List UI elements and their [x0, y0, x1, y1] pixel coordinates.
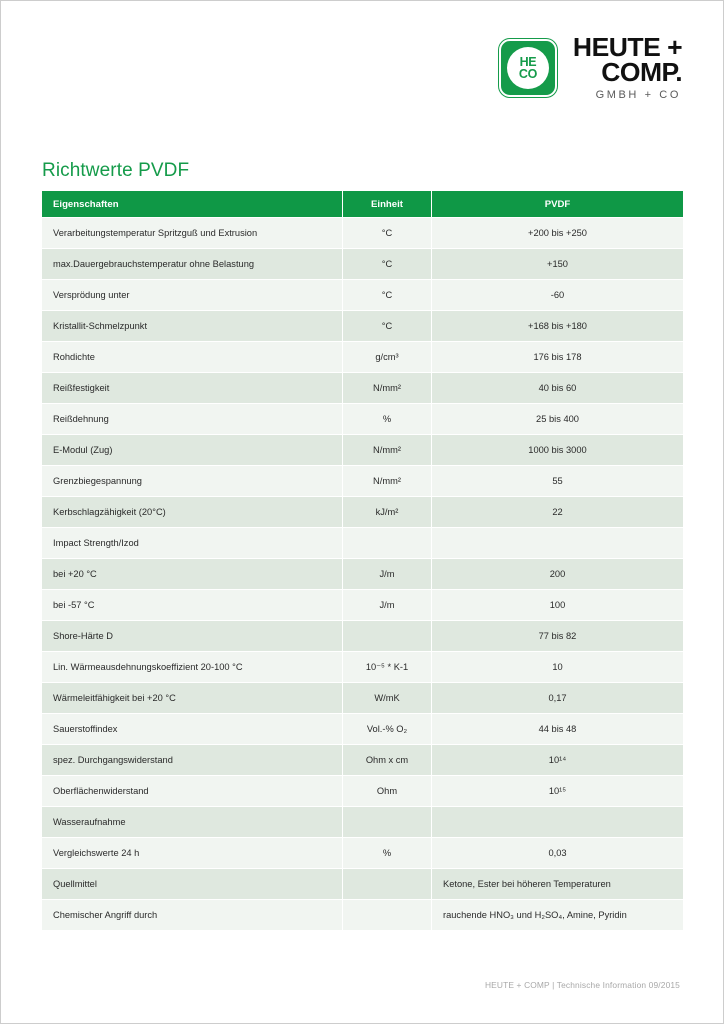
column-header-properties: Eigenschaften [42, 191, 342, 217]
cell-unit: Ohm [343, 776, 431, 806]
heco-logo-disc [507, 47, 549, 89]
cell-property: Rohdichte [42, 342, 342, 372]
cell-property: E-Modul (Zug) [42, 435, 342, 465]
table-row [42, 249, 683, 279]
table-body [42, 218, 683, 930]
cell-value: 200 [432, 559, 683, 589]
cell-value: +200 bis +250 [432, 218, 683, 248]
cell-unit: J/m [343, 559, 431, 589]
specification-table [41, 190, 684, 931]
cell-property: Verarbeitungstemperatur Spritzguß und Extrusion [42, 218, 342, 248]
cell-unit [343, 528, 431, 558]
cell-unit: Vol.-% O₂ [343, 714, 431, 744]
cell-value: +168 bis +180 [432, 311, 683, 341]
cell-value: 10¹⁴ [432, 745, 683, 775]
cell-value: 0,03 [432, 838, 683, 868]
cell-property: Reißfestigkeit [42, 373, 342, 403]
page-footer: HEUTE + COMP | Technische Information 09/2015 [484, 980, 680, 990]
cell-property: bei -57 °C [42, 590, 342, 620]
cell-unit: °C [343, 311, 431, 341]
wordmark-line-1: HEUTE + [572, 32, 683, 62]
table-row [42, 218, 683, 248]
cell-value: Ketone, Ester bei höheren Temperaturen [432, 869, 683, 899]
cell-value: 77 bis 82 [432, 621, 683, 651]
cell-value: 25 bis 400 [432, 404, 683, 434]
table-row [42, 280, 683, 310]
cell-value: 100 [432, 590, 683, 620]
cell-value: 176 bis 178 [432, 342, 683, 372]
cell-value: 55 [432, 466, 683, 496]
cell-unit: J/m [343, 590, 431, 620]
cell-property: Impact Strength/Izod [42, 528, 342, 558]
wordmark-line-2: COMP. [600, 57, 682, 88]
column-header-unit: Einheit [343, 191, 431, 217]
cell-value: +150 [432, 249, 683, 279]
heco-logo-text-he: HE [519, 54, 537, 69]
table-row [42, 466, 683, 496]
cell-property: Chemischer Angriff durch [42, 900, 342, 930]
table-row [42, 900, 683, 930]
cell-unit [343, 621, 431, 651]
table-row [42, 404, 683, 434]
cell-property: Wasseraufnahme [42, 807, 342, 837]
table-row [42, 776, 683, 806]
cell-unit [343, 869, 431, 899]
heco-logo-icon [499, 39, 557, 97]
cell-property: Kerbschlagzähigkeit (20°C) [42, 497, 342, 527]
cell-value: 10 [432, 652, 683, 682]
cell-unit: N/mm² [343, 373, 431, 403]
cell-value: 10¹⁵ [432, 776, 683, 806]
cell-unit [343, 807, 431, 837]
cell-property: Sauerstoffindex [42, 714, 342, 744]
page-title: Richtwerte PVDF [42, 159, 190, 181]
cell-unit: W/mK [343, 683, 431, 713]
cell-property: Reißdehnung [42, 404, 342, 434]
table-header-row [42, 191, 683, 217]
table-row [42, 714, 683, 744]
table-row [42, 683, 683, 713]
table-row [42, 652, 683, 682]
table-row [42, 497, 683, 527]
cell-unit: °C [343, 218, 431, 248]
table-row [42, 745, 683, 775]
table-row [42, 621, 683, 651]
cell-unit: kJ/m² [343, 497, 431, 527]
brand-wordmark [572, 32, 683, 102]
table-row [42, 528, 683, 558]
cell-property: Versprödung unter [42, 280, 342, 310]
cell-unit: % [343, 838, 431, 868]
cell-unit: % [343, 404, 431, 434]
cell-unit: N/mm² [343, 466, 431, 496]
cell-property: Shore-Härte D [42, 621, 342, 651]
table-row [42, 838, 683, 868]
cell-property: max.Dauergebrauchstemperatur ohne Belastung [42, 249, 342, 279]
cell-unit: Ohm x cm [343, 745, 431, 775]
cell-value: 1000 bis 3000 [432, 435, 683, 465]
brand-header [499, 32, 683, 102]
cell-property: Wärmeleitfähigkeit bei +20 °C [42, 683, 342, 713]
table-row [42, 590, 683, 620]
wordmark-line-3: GMBH + CO [595, 89, 681, 102]
table-row [42, 342, 683, 372]
cell-value [432, 807, 683, 837]
heco-logo-text-co: CO [518, 67, 538, 82]
table-row [42, 311, 683, 341]
cell-unit: N/mm² [343, 435, 431, 465]
cell-property: bei +20 °C [42, 559, 342, 589]
table-row [42, 869, 683, 899]
cell-value: rauchende HNO₃ und H₂SO₄, Amine, Pyridin [432, 900, 683, 930]
table-row [42, 435, 683, 465]
cell-property: Quellmittel [42, 869, 342, 899]
table-row [42, 559, 683, 589]
cell-value: 22 [432, 497, 683, 527]
cell-property: Oberflächenwiderstand [42, 776, 342, 806]
cell-property: spez. Durchgangswiderstand [42, 745, 342, 775]
cell-property: Grenzbiegespannung [42, 466, 342, 496]
cell-unit: 10⁻⁵ * K-1 [343, 652, 431, 682]
cell-property: Lin. Wärmeausdehnungskoeffizient 20-100 °C [42, 652, 342, 682]
cell-value: 0,17 [432, 683, 683, 713]
cell-unit: g/cm³ [343, 342, 431, 372]
cell-value [432, 528, 683, 558]
cell-value: 44 bis 48 [432, 714, 683, 744]
column-header-material: PVDF [432, 191, 683, 217]
cell-value: 40 bis 60 [432, 373, 683, 403]
table-row [42, 807, 683, 837]
cell-unit: °C [343, 280, 431, 310]
cell-unit [343, 900, 431, 930]
cell-unit: °C [343, 249, 431, 279]
table-row [42, 373, 683, 403]
cell-property: Vergleichswerte 24 h [42, 838, 342, 868]
cell-value: -60 [432, 280, 683, 310]
cell-property: Kristallit-Schmelzpunkt [42, 311, 342, 341]
